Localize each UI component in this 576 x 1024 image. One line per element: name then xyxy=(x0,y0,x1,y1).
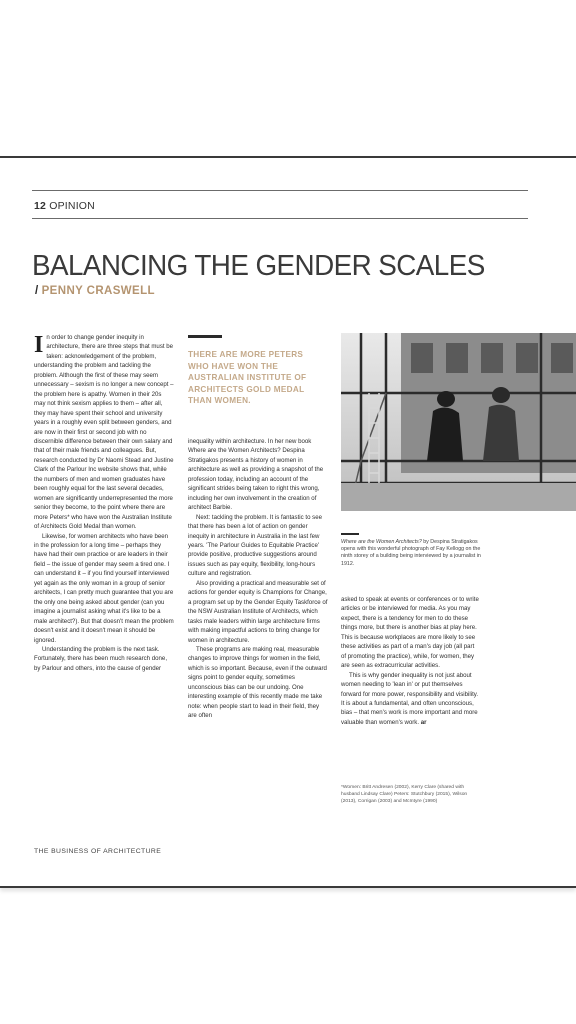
header-rule-bottom xyxy=(32,218,528,219)
caption-book-title: Where are the Women Architects? xyxy=(341,539,422,545)
header-rule-top xyxy=(32,190,528,191)
page-footer: THE BUSINESS OF ARCHITECTURE xyxy=(34,848,162,855)
photo-illustration xyxy=(341,333,576,511)
caption-bar xyxy=(341,533,359,535)
article-photo xyxy=(341,333,576,511)
paragraph-8: asked to speak at events or conferences or to write articles or be interviewed for media. As you may expect, there is a tendency for men to do these things more, but there is another bias at play here. This is because workplaces are more likely to see these activities as part of a man's day job (all part of promoting the practice), while, for women, they are seen as extracurricular activities. xyxy=(341,596,479,670)
pull-quote: THERE ARE MORE PETERS WHO HAVE WON THE AUSTRALIAN INSTITUTE OF ARCHITECTS GOLD MEDAL THAN WOMEN. xyxy=(188,350,307,406)
article-byline xyxy=(35,285,155,297)
column-1 xyxy=(34,333,174,673)
paragraph-4: inequality within architecture. In her new book Where are the Women Architects? Despina Stratigakos presents a history of women in architecture as well as providing a snapshot of the profession today, including an account of the significant strides being taken to right this wrong, including her own involvement in the creation of architect Barbie. xyxy=(188,438,324,512)
drop-cap: I xyxy=(34,332,44,358)
page-header xyxy=(34,200,95,212)
photo-caption xyxy=(341,539,481,568)
article-title: BALANCING THE GENDER SCALES xyxy=(32,250,485,282)
paragraph-3: Understanding the problem is the next task. Fortunately, there has been much research done, by Parlour and others, into the cause of gender xyxy=(34,645,168,672)
paragraph-6: Also providing a practical and measurable set of actions for gender equity is Champions for Change, a program set up by the Gender Equity Taskforce of the NSW Australian Institute of Architects, which tasks male leaders within large architecture firms with making impactful actions to bring change for women in architecture. xyxy=(188,579,328,644)
column-3 xyxy=(341,595,481,727)
author-name: PENNY CRASWELL xyxy=(41,285,155,297)
paragraph-7: These programs are making real, measurable changes to improve things for women in the field, which is so important. Because, even if the outward signs point to gender equity, sometimes unconscious bias can be our undoing. One interesting example of this recently made me take note: when people start to lead in their field, they are often xyxy=(188,645,327,720)
paragraph-9: This is why gender inequality is not just about women needing to 'lean in' or put themselves forward for more power, responsibility and visibility. It is about a fundamental, and often unconscious, bias – that men's work is more important and more valuable than women's work. ar xyxy=(341,671,479,726)
caption-text: by Despina Stratigakos opens with this wonderful photograph of Fay Kellogg on the ninth storey of a building being interviewed by a journalist in 1912. xyxy=(341,539,481,567)
pull-quote-bar xyxy=(188,335,222,338)
footnote: *Women: Britt Andresen (2002), Kerry Clare (shared with husband Lindsay Clare) Peters: Stutchbury (2015), Wilson (2013), Corrigan (2003) and McIntyre (1990) xyxy=(341,785,468,804)
paragraph-2: Likewise, for women architects who have been in the profession for a long time – perhaps they have had their own practice or are leaders in their field – the issue of gender may seem a tired one. I can understand it – if you find yourself interviewed yet again as the only woman in a group of senior architects, I can pretty much guarantee that you are the only one being asked about gender (can you imagine a journalist asking what it's like to be a male architect?). But that doesn't mean the problem doesn't exist and it doesn't mean it should be ignored. xyxy=(34,532,174,644)
byline-slash: / xyxy=(35,285,39,297)
section-name: OPINION xyxy=(49,200,95,212)
end-mark: ar xyxy=(420,718,427,726)
column-2 xyxy=(188,437,328,721)
page-number: 12 xyxy=(34,200,47,212)
paragraph-5: Next: tackling the problem. It is fantastic to see that there has been a lot of action on gender inequity in architecture in Australia in the last few years. 'The Parlour Guides to Equitable Practice' provide positive, productive suggestions around issues such as pay equity, flexibility, long-hours culture and registration. xyxy=(188,513,322,578)
paragraph-1: In order to change gender inequity in architecture, there are three steps that must be taken: acknowledgement of the problem, understanding the problem and tackling the problem. Although the first of these may seem unnecessary – sexism is no longer a new concept – the problem here is apathy. Women in their 20s may not think sexism applies to them – after all, they may have spent their school and university years in a roughly even split between genders, and are now in their first or second job with no discernible difference between their own salary and that of their male friends and colleagues. But, research conducted by Dr Naomi Stead and Justine Clark of the Parlour Inc website shows that, while the numbers of men and women graduates have been roughly equal for the last several decades, women are significantly underrepresented the more senior they become, to the point where there are more Peters* who have won the Australian Institute of Architects Gold Medal than women. xyxy=(34,332,174,531)
